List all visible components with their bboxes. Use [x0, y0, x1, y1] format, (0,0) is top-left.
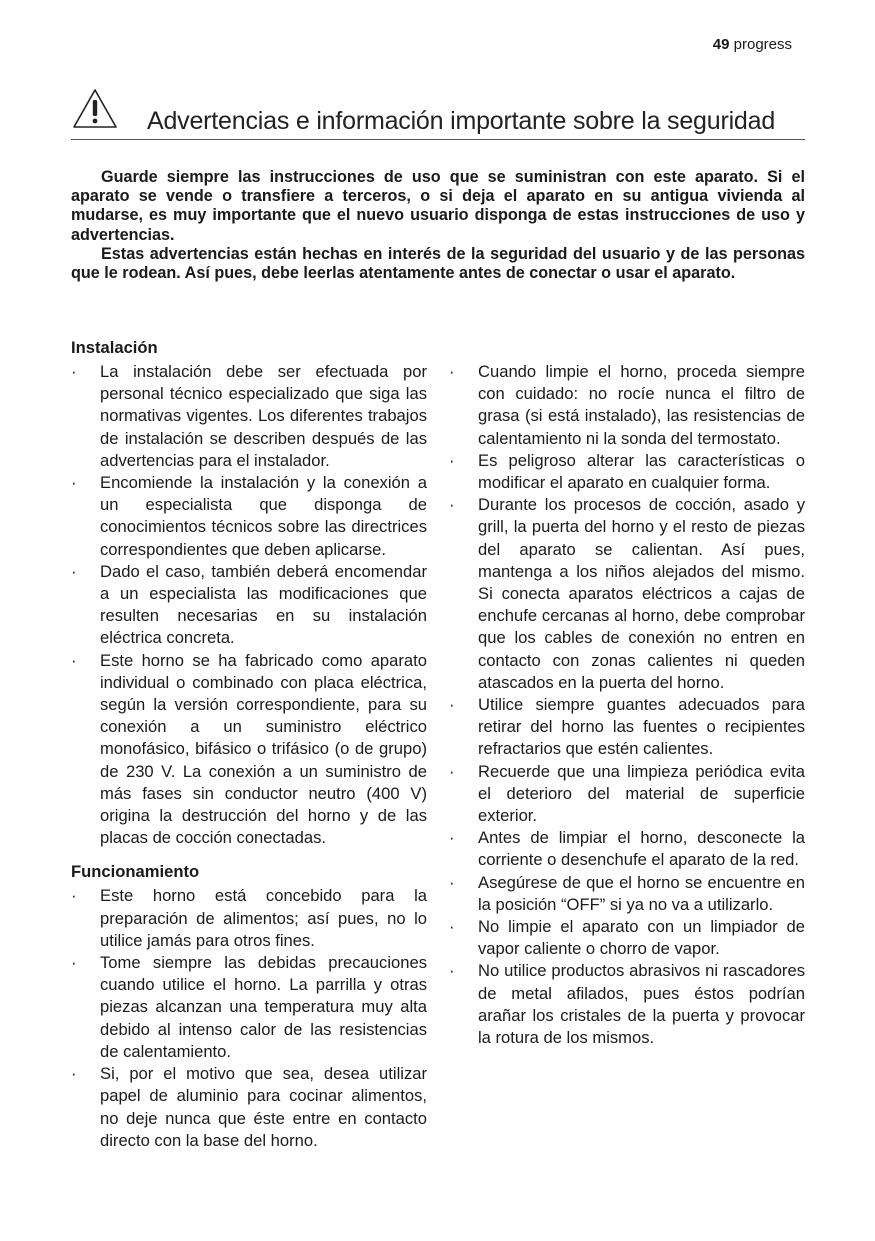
- list-item: [449, 827, 805, 871]
- list-item-text: Durante los procesos de cocción, asado y grill, la puerta del horno y el resto de piezas del aparato se calientan. Así pues, mantenga a los niños alejados del mismo. Si conecta aparatos eléctricos a cajas de enchufe cercanas al horno, debe comprobar que los cables de conexión no entren en contacto con zonas calientes ni queden atascados en la puerta del horno.: [478, 495, 805, 692]
- list-item-text: No utilice productos abrasivos ni rascadores de metal afilados, pues éstos podrían arañar los cristales de la puerta y provocar la rotura de los mismos.: [478, 961, 805, 1048]
- list-item: [71, 1063, 427, 1152]
- intro-paragraph: Estas advertencias están hechas en interés de la seguridad del usuario y de las personas que le rodean. Así pues, debe leerlas atentamente antes de conectar o usar el aparato.: [71, 244, 805, 283]
- bullet: ·: [449, 362, 455, 381]
- right-column: [449, 361, 805, 1049]
- list-item-text: Si, por el motivo que sea, desea utilizar papel de aluminio para cocinar alimentos, no deje nunca que éste entre en contacto directo con la base del horno.: [100, 1064, 427, 1150]
- list-item-text: Tome siempre las debidas precauciones cuando utilice el horno. La parrilla y otras piezas alcanzan una temperatura muy alta debido al intenso calor de las resistencias de calentamiento.: [100, 953, 427, 1061]
- list-item: [71, 361, 427, 472]
- operation-heading: Funcionamiento: [71, 862, 200, 882]
- bullet: ·: [449, 450, 455, 470]
- list-item-text: Recuerde que una limpieza periódica evita el deterioro del material de superficie exterior.: [478, 761, 805, 826]
- intro-text: [71, 168, 805, 283]
- list-item-text: Antes de limpiar el horno, desconecte la corriente o desenchufe el aparato de la red.: [478, 828, 805, 870]
- list-item: [449, 761, 805, 828]
- list-item-text: Este horno se ha fabricado como aparato individual o combinado con placa eléctrica, según la versión correspondiente, para su conexión a un suministro eléctrico monofásico, bifásico o trifásico (o de grupo) de 230 V. La conexión a un suministro de más fases sin conductor neutro (400 V) origina la destrucción del horno y de las placas de cocción conectadas.: [100, 650, 427, 848]
- warning-triangle-icon: [71, 87, 119, 131]
- bullet: ·: [449, 872, 455, 892]
- list-item: [71, 561, 427, 650]
- bullet: ·: [449, 961, 455, 981]
- operation-list: [71, 885, 427, 1151]
- bullet: ·: [71, 362, 77, 381]
- list-item: [449, 694, 805, 761]
- section-title-row: [71, 87, 805, 140]
- bullet: ·: [449, 828, 455, 848]
- bullet: ·: [449, 761, 455, 781]
- list-item-text: Este horno está concebido para la preparación de alimentos; así pues, no lo utilice jamás para otros fines.: [100, 886, 427, 950]
- bullet: ·: [71, 473, 77, 493]
- page-number: 49: [712, 36, 730, 53]
- list-item-text: Cuando limpie el horno, proceda siempre con cuidado: no rocíe nunca el filtro de grasa (si está instalado), las resistencias de calentamiento ni la sonda del termostato.: [478, 362, 805, 448]
- brand-name: progress: [733, 36, 792, 53]
- list-item: [71, 952, 427, 1063]
- installation-heading: Instalación: [71, 338, 158, 357]
- list-item: [449, 872, 805, 916]
- list-item-text: Encomiende la instalación y la conexión a un especialista que disponga de conocimientos técnicos sobre las directrices correspondientes que deben aplicarse.: [100, 473, 427, 559]
- list-item: [449, 450, 805, 494]
- bullet: ·: [71, 886, 77, 906]
- right-list: [449, 361, 805, 1049]
- list-item: [449, 916, 805, 960]
- bullet: ·: [449, 917, 455, 937]
- list-item: [71, 472, 427, 561]
- list-item: [71, 885, 427, 952]
- bullet: ·: [71, 650, 77, 670]
- left-column: [71, 337, 427, 1152]
- list-item-text: Asegúrese de que el horno se encuentre en la posición “OFF” si ya no va a utilizarlo.: [478, 872, 805, 914]
- list-item: [449, 494, 805, 694]
- bullet: ·: [71, 1064, 77, 1084]
- list-item: [71, 650, 427, 850]
- intro-paragraph: Guarde siempre las instrucciones de uso que se suministran con este aparato. Si el aparato se vende o transfiere a terceros, o si deja el aparato en su antigua vivienda al mudarse, es muy importante que el nuevo usuario disponga de estas instrucciones de uso y advertencias.: [71, 168, 805, 244]
- bullet: ·: [71, 953, 77, 973]
- list-item: [449, 361, 805, 450]
- page-header: [713, 36, 792, 53]
- list-item: [449, 960, 805, 1049]
- list-item-text: Es peligroso alterar las características o modificar el aparato en cualquier forma.: [478, 450, 805, 493]
- installation-list: [71, 361, 427, 849]
- list-item-text: La instalación debe ser efectuada por personal técnico especializado que siga las normativas vigentes. Los diferentes trabajos de instalación se describen después de las advertencias para el instalador.: [100, 362, 427, 470]
- list-item-text: No limpie el aparato con un limpiador de vapor caliente o chorro de vapor.: [478, 917, 805, 959]
- bullet: ·: [449, 695, 455, 715]
- bullet: ·: [449, 495, 455, 515]
- list-item-text: Dado el caso, también deberá encomendar a un especialista las modificaciones que resulten necesarias en su instalación eléctrica concreta.: [100, 561, 427, 648]
- page-title: Advertencias e información importante sobre la seguridad: [147, 107, 776, 135]
- list-item-text: Utilice siempre guantes adecuados para retirar del horno las fuentes o recipientes refractarios que estén calientes.: [478, 695, 805, 759]
- bullet: ·: [71, 561, 77, 581]
